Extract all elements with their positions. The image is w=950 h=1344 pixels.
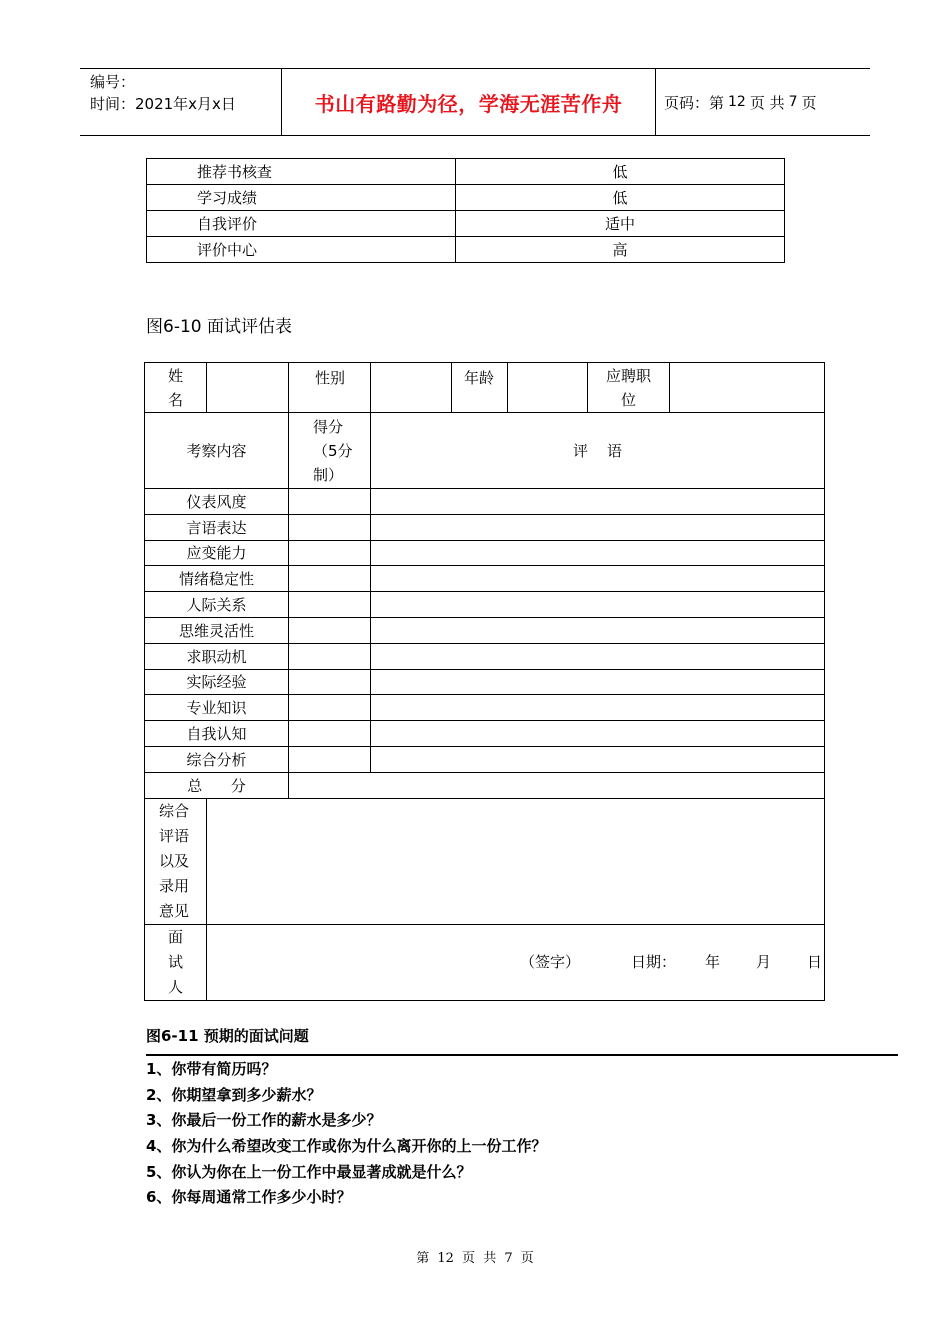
overall-comment-field[interactable] xyxy=(207,798,825,924)
page-prefix: 页码：第 xyxy=(664,93,725,112)
footer-current-page: 12 xyxy=(437,1251,454,1266)
page-header xyxy=(80,68,870,136)
list-item: 2、你期望拿到多少薪水？ xyxy=(146,1085,322,1104)
header-meta xyxy=(80,69,282,135)
comment-cell[interactable] xyxy=(371,514,825,540)
year-label: 年 xyxy=(705,952,721,971)
score-cell[interactable] xyxy=(289,695,371,721)
score-header: 得分 （5分 制） xyxy=(289,413,371,489)
table-row xyxy=(145,746,825,772)
gender-label: 性别 xyxy=(289,363,371,413)
table-row xyxy=(145,514,825,540)
comment-cell[interactable] xyxy=(371,695,825,721)
score-cell[interactable] xyxy=(289,592,371,618)
interview-evaluation-form xyxy=(144,362,825,1001)
assessment-level: 适中 xyxy=(456,211,785,237)
comment-cell[interactable] xyxy=(371,746,825,772)
page-current: 12 xyxy=(728,94,746,110)
footer-mid2: 共 xyxy=(483,1251,497,1266)
position-field[interactable] xyxy=(670,363,825,413)
assessment-item: 自我评价 xyxy=(147,211,456,237)
date-label: 日期： xyxy=(631,952,677,971)
gender-field[interactable] xyxy=(371,363,452,413)
day-label: 日 xyxy=(807,952,823,971)
list-item: 5、你认为你在上一份工作中最显著成就是什么？ xyxy=(146,1162,472,1181)
list-item: 6、你每周通常工作多少小时？ xyxy=(146,1188,352,1207)
item-label: 专业知识 xyxy=(145,695,289,721)
table-row xyxy=(147,159,785,185)
divider xyxy=(146,1054,898,1056)
score-cell[interactable] xyxy=(289,540,371,566)
table-row xyxy=(145,617,825,643)
score-cell[interactable] xyxy=(289,489,371,515)
sign-label: （签字） xyxy=(520,952,581,971)
position-label: 应聘职 位 xyxy=(588,363,670,413)
list-item: 4、你为什么希望改变工作或你为什么离开你的上一份工作？ xyxy=(146,1137,547,1156)
score-cell[interactable] xyxy=(289,643,371,669)
assessment-level-table xyxy=(146,158,785,263)
item-label: 情绪稳定性 xyxy=(145,566,289,592)
table-row xyxy=(145,489,825,515)
overall-comment-row xyxy=(145,798,825,924)
footer-suffix: 页 xyxy=(520,1251,534,1266)
total-row xyxy=(145,772,825,798)
content-header: 考察内容 xyxy=(145,413,289,489)
list-item: 1、你带有简历吗？ xyxy=(146,1060,277,1078)
page-suffix: 页 xyxy=(801,93,817,112)
interviewer-label: 面 试 人 xyxy=(145,924,207,1000)
comment-cell[interactable] xyxy=(371,489,825,515)
total-label: 总 分 xyxy=(145,772,289,798)
document-time-label: 时间：2021年x月x日 xyxy=(90,95,236,113)
item-label: 自我认知 xyxy=(145,721,289,747)
page-mid: 页 共 xyxy=(749,93,785,112)
item-label: 人际关系 xyxy=(145,592,289,618)
overall-comment-label: 综合 评语 以及 录用 意见 xyxy=(145,798,207,924)
comment-cell[interactable] xyxy=(371,540,825,566)
table-row xyxy=(147,237,785,263)
item-label: 综合分析 xyxy=(145,746,289,772)
table-row xyxy=(145,592,825,618)
figure-6-10-caption: 图6-10 面试评估表 xyxy=(146,317,292,337)
item-label: 言语表达 xyxy=(145,514,289,540)
interviewer-signature-field[interactable] xyxy=(207,924,825,1000)
score-cell[interactable] xyxy=(289,669,371,695)
comment-cell[interactable] xyxy=(371,592,825,618)
document-number-label: 编号： xyxy=(90,73,136,91)
table-row xyxy=(147,211,785,237)
applicant-info-row xyxy=(145,363,825,413)
table-row xyxy=(145,695,825,721)
month-label: 月 xyxy=(756,952,772,971)
interviewer-row xyxy=(145,924,825,1000)
name-field[interactable] xyxy=(207,363,289,413)
item-label: 实际经验 xyxy=(145,669,289,695)
table-row xyxy=(145,643,825,669)
page-total: 7 xyxy=(788,94,798,110)
page-footer xyxy=(0,1247,950,1266)
score-cell[interactable] xyxy=(289,617,371,643)
table-row xyxy=(145,669,825,695)
table-row xyxy=(145,566,825,592)
score-cell[interactable] xyxy=(289,514,371,540)
comment-cell[interactable] xyxy=(371,669,825,695)
header-page-info xyxy=(656,69,870,135)
item-label: 仪表风度 xyxy=(145,489,289,515)
comment-cell[interactable] xyxy=(371,566,825,592)
header-motto: 书山有路勤为径，学海无涯苦作舟 xyxy=(282,69,656,135)
interview-questions-list xyxy=(146,1058,546,1212)
assessment-item: 推荐书核查 xyxy=(147,159,456,185)
table-row xyxy=(147,185,785,211)
assessment-level: 低 xyxy=(456,159,785,185)
footer-mid1: 页 xyxy=(462,1251,476,1266)
assessment-item: 学习成绩 xyxy=(147,185,456,211)
score-cell[interactable] xyxy=(289,566,371,592)
footer-total-pages: 7 xyxy=(504,1251,513,1266)
comment-cell[interactable] xyxy=(371,643,825,669)
age-field[interactable] xyxy=(508,363,588,413)
footer-prefix: 第 xyxy=(416,1251,430,1266)
score-cell[interactable] xyxy=(289,721,371,747)
header-row xyxy=(145,413,825,489)
item-label: 求职动机 xyxy=(145,643,289,669)
comment-cell[interactable] xyxy=(371,617,825,643)
assessment-item: 评价中心 xyxy=(147,237,456,263)
name-label: 姓 名 xyxy=(145,363,207,413)
list-item: 3、你最后一份工作的薪水是多少？ xyxy=(146,1111,382,1130)
total-score-cell[interactable] xyxy=(289,772,825,798)
item-label: 应变能力 xyxy=(145,540,289,566)
score-cell[interactable] xyxy=(289,746,371,772)
table-row xyxy=(145,540,825,566)
table-row xyxy=(145,721,825,747)
age-label: 年龄 xyxy=(452,363,508,413)
assessment-level: 低 xyxy=(456,185,785,211)
comment-cell[interactable] xyxy=(371,721,825,747)
assessment-level: 高 xyxy=(456,237,785,263)
item-label: 思维灵活性 xyxy=(145,617,289,643)
figure-6-11-caption: 图6-11 预期的面试问题 xyxy=(146,1027,309,1045)
comment-header: 评 语 xyxy=(371,413,825,489)
